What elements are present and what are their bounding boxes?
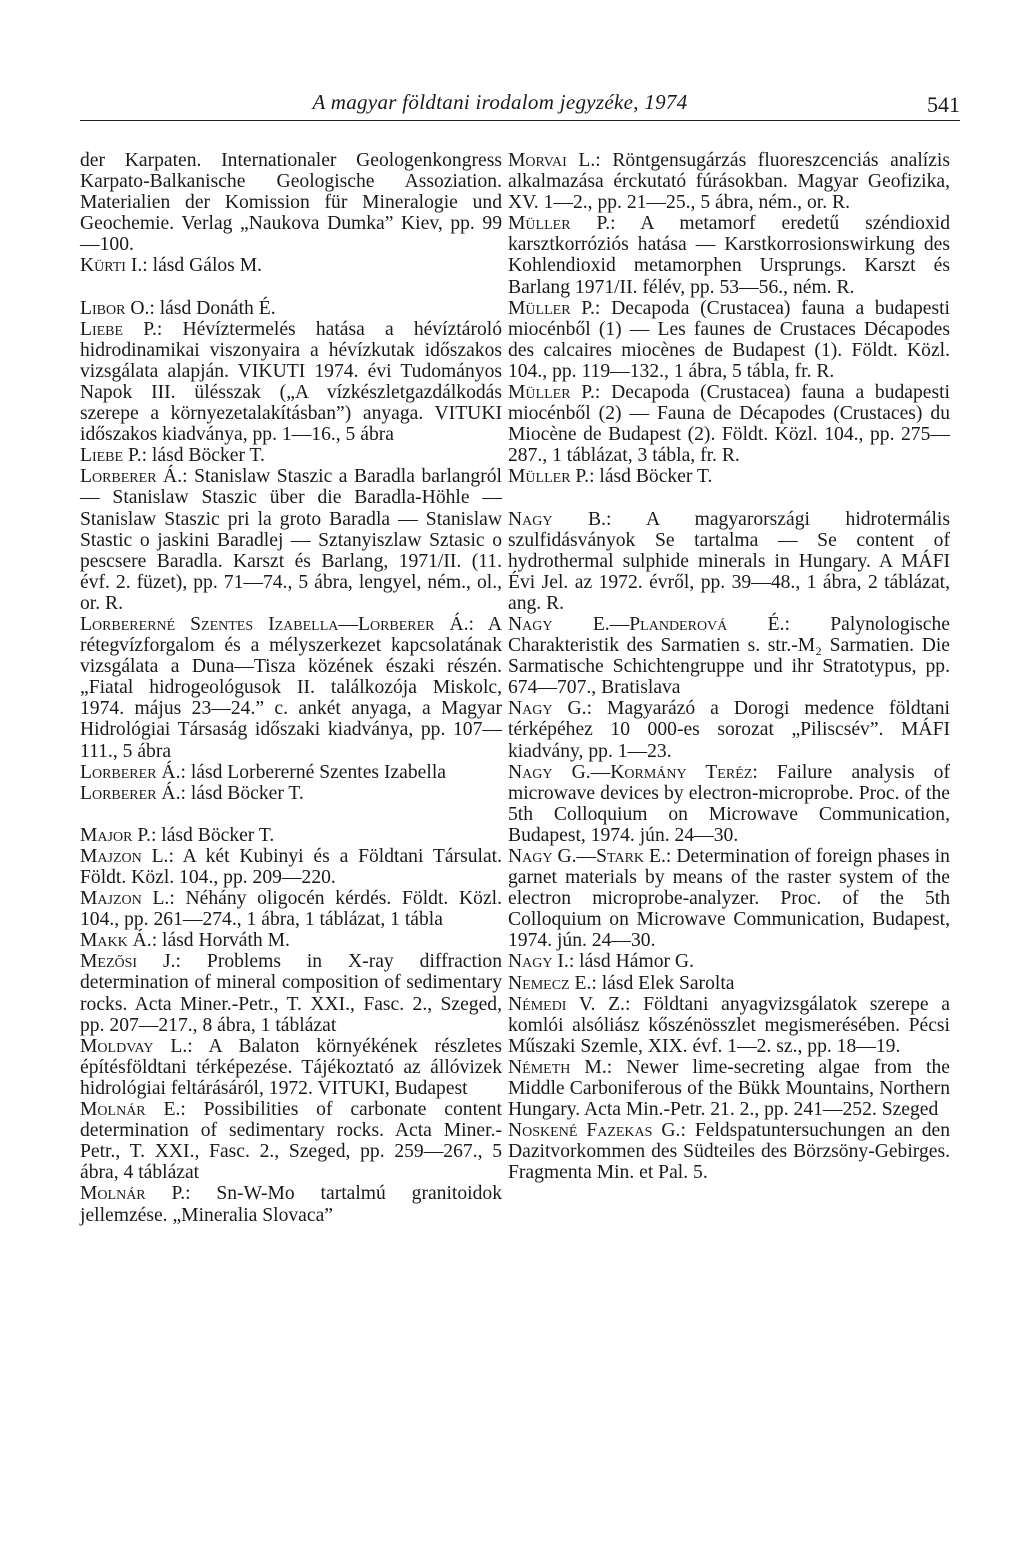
entry-text: : Newer lime-secreting algae from the Middle Carboniferous of the Bükk Mountains, Northern Hungary. Acta Min.-Petr. 21. 2., pp. 241—252. Szeged <box>508 1056 950 1121</box>
entry-text: : Possibilities of carbonate content determination of sedimentary rocks. Acta Miner.-Petr., T. XXI., Fasc. 2., Szeged, pp. 259—267., 5 ábra, 4 táblázat <box>80 1099 502 1184</box>
entry-author: Nagy E.—Planderová É. <box>508 613 785 635</box>
bibliography-entry <box>80 319 502 446</box>
bibliography-entry <box>508 698 950 761</box>
entry-text: : lásd Horváth M. <box>151 930 290 952</box>
header-rule <box>80 120 960 121</box>
entry-author: Németh M. <box>508 1056 607 1078</box>
entry-author: Libor O. <box>80 297 150 319</box>
entry-text: : lásd Lorbererné Szentes Izabella <box>180 761 446 783</box>
entry-text: : Magyarázó a Dorogi medence földtani térképéhez 10 000-es sorozat „Piliscsév”. MÁFI kiadvány, pp. 1—23. <box>508 698 950 762</box>
right-column <box>508 150 950 1184</box>
entry-author: Némedi V. Z. <box>508 993 625 1015</box>
entry-author: Lorberer Á. <box>80 782 181 804</box>
bibliography-entry <box>508 994 950 1057</box>
bibliography-entry <box>508 614 950 698</box>
entry-author: Nagy I. <box>508 951 569 973</box>
entry-text: : Problems in X-ray diffraction determination of mineral composition of sedimentary rocks. Acta Miner.-Petr., T. XXI., Fasc. 2., Szeged, pp. 207—217., 8 ábra, 1 táblázat <box>80 951 502 1036</box>
bibliography-entry <box>508 762 950 846</box>
entry-text: : A két Kubinyi és a Földtani Társulat. Földt. Közl. 104., pp. 209—220. <box>80 845 502 888</box>
entry-author: Noskené Fazekas G. <box>508 1120 681 1142</box>
bibliography-entry <box>508 951 950 972</box>
entry-author: Nagy G.—Kormány Teréz <box>508 761 753 783</box>
entry-author: Müller P. <box>508 382 595 404</box>
entry-text: der Karpaten. Internationaler Geologenkongress Karpato-Balkanische Geologische Assoziation. Materialien der Komission für Mineralogie und Geochemie. Verlag „Naukova Dumka” Kiev, pp. 99—100. <box>80 150 502 256</box>
bibliography-entry <box>80 1183 502 1225</box>
entry-text: : Stanislaw Staszic a Baradla barlangról — Stanislaw Staszic über die Baradla-Höhle — Stanislaw Staszic pri la groto Baradla — Stanislaw Stastic o jaskini Baradlej — Sztanyiszlaw Sztasic o pescsere Baradla. Karszt és Barlang, 1971/II. (11. évf. 2. füzet), pp. 71—74., 5 ábra, lengyel, ném., ol., or. R. <box>80 466 502 614</box>
entry-author: Moldvay L. <box>80 1035 188 1057</box>
bibliography-entry <box>508 1057 950 1120</box>
entry-text: : Sn-W-Mo tartalmú granitoidok jellemzése. „Mineralia Slovaca” <box>80 1183 502 1226</box>
entry-text: : Palynologische Charakteristik des Sarmatien s. str.-M₂ Sarmatien. Die Sarmatische Schichtengruppe und ihr Stratotypus, pp. 674—707., Bratislava <box>508 613 950 699</box>
entry-author: Majzon L. <box>80 845 169 867</box>
entry-text: : Determination of foreign phases in garnet materials by means of the raster system of the electron microprobe-analyzer. Proc. of the 5th Colloquium on Microwave Communication, Budapest, 1974. jún. 24—30. <box>508 846 950 952</box>
entry-author: Majzon L. <box>80 888 170 910</box>
entry-author: Liebe P. <box>80 318 157 340</box>
page-number: 541 <box>927 92 960 117</box>
entry-author: Müller P. <box>508 213 611 235</box>
bibliography-entry <box>80 1036 502 1099</box>
entry-text: : A rétegvízforgalom és a mélyszerkezet kapcsolatának vizsgálata a Duna—Tisza közének északi részén. „Fiatal hidrogeológusok II. találkozója Miskolc, 1974. május 23—24.” c. ankét anyaga, a Magyar Hidrológiai Társaság időszaki kiadványa, pp. 107—111., 5 ábra <box>80 613 502 762</box>
entry-text: : Failure analysis of microwave devices by electron-microprobe. Proc. of the 5th Colloquium on Microwave Communication, Budapest, 1974. jún. 24—30. <box>508 761 950 846</box>
bibliography-entry <box>80 762 502 783</box>
bibliography-entry <box>508 1120 950 1183</box>
bibliography-entry <box>508 846 950 951</box>
entry-author: Nagy G.—Stark E. <box>508 846 666 867</box>
bibliography-entry <box>508 382 950 466</box>
bibliography-entry <box>508 213 950 297</box>
bibliography-entry <box>80 888 502 930</box>
bibliography-entry <box>508 298 950 382</box>
bibliography-entry <box>80 298 502 319</box>
entry-gap <box>80 804 502 825</box>
bibliography-entry <box>80 930 502 951</box>
entry-text: : Néhány oligocén kérdés. Földt. Közl. 104., pp. 261—274., 1 ábra, 1 táblázat, 1 tábla <box>80 888 502 931</box>
entry-author: Makk Á. <box>80 930 152 952</box>
entry-text: : Decapoda (Crustacea) fauna a budapesti miocénből (2) — Fauna de Décapodes (Crustaces) du Miocène de Budapest (2). Földt. Közl. 104., pp. 275—287., 1 táblázat, 3 tábla, fr. R. <box>508 382 950 467</box>
entry-text: : lásd Böcker T. <box>141 445 265 467</box>
header-title: A magyar földtani irodalom jegyzéke, 1974 <box>312 90 688 114</box>
entry-text: : Feldspatuntersuchungen an den Dazitvorkommen des Südteiles des Börzsöny-Gebirges. Fragmenta Min. et Pal. 5. <box>508 1120 950 1184</box>
bibliography-entry <box>80 445 502 466</box>
bibliography-entry <box>80 150 502 255</box>
entry-author: Nagy G. <box>508 698 587 720</box>
entry-text: : lásd Hámor G. <box>568 951 694 973</box>
bibliography-entry <box>80 255 502 276</box>
entry-text: : lásd Donáth É. <box>149 297 276 319</box>
entry-author: Molnár E. <box>80 1099 181 1121</box>
entry-text: : Földtani anyagvizsgálatok szerepe a komlói alsóliász kőszénösszlet megismerésében. Pécsi Műszaki Szemle, XIX. évf. 1—2. sz., pp. 18—19. <box>508 993 950 1057</box>
running-header <box>80 88 960 120</box>
bibliography-entry <box>80 614 502 762</box>
bibliography-entry <box>80 783 502 804</box>
entry-text: : A metamorf eredetű széndioxid karsztkorróziós hatása — Karstkorrosionswirkung des Kohlendioxid metamorphen Ursprungs. Karszt és Barlang 1971/II. félév, pp. 53—56., ném. R. <box>508 213 950 298</box>
bibliography-entry <box>80 846 502 888</box>
entry-author: Müller P. <box>508 466 590 488</box>
bibliography-entry <box>80 1099 502 1183</box>
entry-author: Major P. <box>80 824 151 846</box>
entry-text: : A Balaton környékének részletes építésföldtani térképezése. Tájékoztató az állóvizek hidrológiai feltárásáról, 1972. VITUKI, Budapest <box>80 1035 502 1099</box>
bibliography-entry <box>508 466 950 487</box>
entry-text: : Hévíztermelés hatása a hévíztároló hidrodinamikai viszonyaira a hévízkutak időszakos vizsgálata alapján. VIKUTI 1974. évi Tudományos Napok III. ülésszak („A vízkészletgazdálkodás szerepe a környezetalakításban”) anyaga. VITUKI időszakos kiadványa, pp. 1—16., 5 ábra <box>80 318 503 446</box>
entry-text: : lásd Böcker T. <box>150 824 275 846</box>
left-column <box>80 150 502 1226</box>
entry-gap <box>80 277 502 298</box>
entry-author: Nagy B. <box>508 508 607 530</box>
entry-author: Lorbererné Szentes Izabella—Lorberer Á. <box>80 613 469 635</box>
entry-text: : Decapoda (Crustacea) fauna a budapesti miocénből (1) — Les faunes de Crustaces Décapodes des calcaires miocènes de Budapest (1). Földt. Közl. 104., pp. 119—132., 1 ábra, 5 tábla, fr. R. <box>508 297 950 382</box>
entry-author: Morvai L. <box>508 150 596 171</box>
entry-text: : Röntgensugárzás fluoreszcenciás analízis alkalmazása érckutató fúrásokban. Magyar Geofizika, XV. 1—2., pp. 21—25., 5 ábra, ném., or. R. <box>508 150 950 214</box>
entry-author: Nemecz E. <box>508 972 592 994</box>
entry-author: Müller P. <box>508 297 595 319</box>
entry-author: Liebe P. <box>80 445 142 467</box>
bibliography-entry <box>80 825 502 846</box>
bibliography-entry <box>508 509 950 614</box>
entry-text: : lásd Elek Sarolta <box>591 972 735 994</box>
entry-text: : A magyarországi hidrotermális szulfidásványok Se tartalma — Se content of hydrothermal sulphide minerals in Hungary. A MÁFI Évi Jel. az 1972. évről, pp. 39—48., 1 ábra, 2 táblázat, ang. R. <box>508 508 950 614</box>
entry-text: : lásd Gálos M. <box>142 255 263 277</box>
entry-text: : lásd Böcker T. <box>589 466 713 488</box>
entry-author: Molnár P. <box>80 1183 186 1205</box>
entry-author: Kürti I. <box>80 255 143 277</box>
bibliography-entry <box>508 150 950 213</box>
entry-gap <box>508 488 950 509</box>
bibliography-entry <box>508 973 950 994</box>
entry-text: : lásd Böcker T. <box>180 782 304 804</box>
entry-author: Lorberer Á. <box>80 761 181 783</box>
bibliography-entry <box>80 466 502 614</box>
entry-author: Mezősi J. <box>80 951 176 973</box>
bibliography-entry <box>80 951 502 1035</box>
entry-author: Lorberer Á. <box>80 466 183 488</box>
